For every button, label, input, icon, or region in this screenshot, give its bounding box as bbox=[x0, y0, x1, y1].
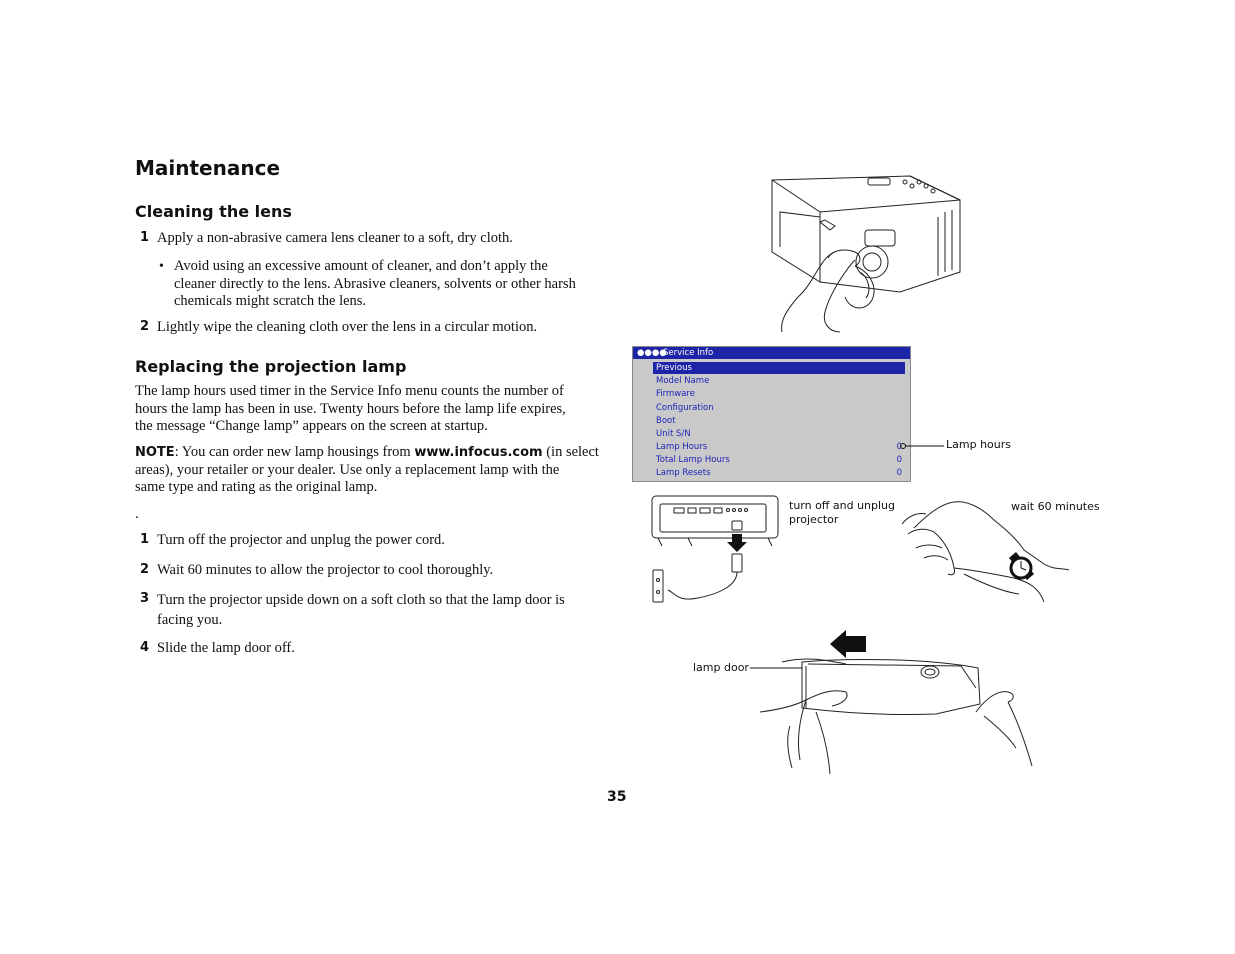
projector-lens-cleaning-illustration bbox=[760, 172, 970, 334]
menu-item-label: Lamp Hours bbox=[656, 442, 708, 452]
menu-item-model-name[interactable] bbox=[653, 375, 905, 387]
menu-item-value: 0 bbox=[896, 455, 902, 465]
menu-header bbox=[633, 347, 910, 359]
lamp-door-callout: lamp door bbox=[693, 661, 749, 674]
service-info-menu bbox=[632, 346, 911, 482]
menu-item-configuration[interactable] bbox=[653, 402, 905, 414]
bullet-text bbox=[174, 258, 576, 311]
turn-off-callout bbox=[789, 499, 895, 527]
step-number: 4 bbox=[140, 640, 150, 655]
step-line: Turn the projector upside down on a soft cloth so that the lamp door is bbox=[157, 592, 565, 608]
bullet-icon: • bbox=[159, 259, 164, 274]
note-line bbox=[135, 444, 599, 462]
bullet-line: chemicals might scratch the lens. bbox=[174, 293, 367, 309]
bullet-line: Avoid using an excessive amount of cleaner, and don’t apply the bbox=[174, 258, 548, 274]
wait-callout: wait 60 minutes bbox=[1011, 500, 1100, 513]
step-number: 1 bbox=[140, 230, 150, 245]
lamp-hours-callout: Lamp hours bbox=[946, 438, 1011, 451]
cleaning-heading: Cleaning the lens bbox=[135, 202, 292, 221]
step-number: 2 bbox=[140, 319, 150, 334]
menu-item-value: 0 bbox=[896, 468, 902, 478]
projector-unplug-illustration bbox=[648, 494, 783, 609]
lamp-door-slide-illustration bbox=[746, 628, 1038, 776]
menu-item-previous[interactable] bbox=[653, 362, 905, 374]
menu-item-label: Previous bbox=[656, 363, 692, 373]
note-line: same type and rating as the original lamp. bbox=[135, 479, 378, 495]
note-text: (in select bbox=[542, 444, 599, 460]
paragraph-line: the message “Change lamp” appears on the screen at startup. bbox=[135, 418, 488, 434]
stray-period: . bbox=[135, 506, 139, 522]
watch-icon bbox=[1009, 552, 1034, 580]
step-text: Apply a non-abrasive camera lens cleaner to a soft, dry cloth. bbox=[157, 230, 513, 246]
menu-item-label: Model Name bbox=[656, 376, 710, 386]
menu-item-label: Total Lamp Hours bbox=[656, 455, 730, 465]
step-text: Lightly wipe the cleaning cloth over the lens in a circular motion. bbox=[157, 319, 538, 335]
paragraph-line: The lamp hours used timer in the Service Info menu counts the number of bbox=[135, 383, 564, 399]
menu-item-label: Firmware bbox=[656, 389, 695, 399]
lamp-paragraph bbox=[135, 383, 566, 436]
paragraph-line: hours the lamp has been in use. Twenty hours before the lamp life expires, bbox=[135, 400, 566, 417]
step-text: Wait 60 minutes to allow the projector to cool thoroughly. bbox=[157, 562, 494, 578]
hand-watch-illustration bbox=[894, 498, 1074, 606]
menu-item-total-lamp-hours[interactable] bbox=[653, 454, 905, 466]
menu-item-boot[interactable] bbox=[653, 415, 905, 427]
lamp-heading: Replacing the projection lamp bbox=[135, 357, 407, 376]
menu-item-label: Configuration bbox=[656, 403, 714, 413]
menu-item-label: Unit S/N bbox=[656, 429, 691, 439]
note-label: NOTE bbox=[135, 445, 175, 460]
menu-item-label: Lamp Resets bbox=[656, 468, 711, 478]
step-number: 3 bbox=[140, 591, 150, 606]
step-text bbox=[157, 590, 565, 630]
page-title: Maintenance bbox=[135, 156, 281, 180]
menu-item-lamp-hours[interactable] bbox=[653, 441, 905, 453]
menu-item-lamp-resets[interactable] bbox=[653, 467, 905, 479]
menu-dots: ●●●● bbox=[637, 348, 667, 358]
step-text: Turn off the projector and unplug the power cord. bbox=[157, 532, 445, 548]
callout-line: projector bbox=[789, 513, 839, 526]
infocus-link[interactable]: www.infocus.com bbox=[414, 445, 543, 460]
note-text: : You can order new lamp housings from bbox=[174, 444, 415, 460]
bullet-line: cleaner directly to the lens. Abrasive cleaners, solvents or other harsh bbox=[174, 275, 576, 292]
menu-item-firmware[interactable] bbox=[653, 388, 905, 400]
step-text: Slide the lamp door off. bbox=[157, 640, 295, 656]
page-number: 35 bbox=[607, 789, 627, 805]
menu-item-label: Boot bbox=[656, 416, 676, 426]
note-paragraph bbox=[135, 444, 599, 497]
menu-item-value: 0 bbox=[896, 442, 902, 452]
step-number: 1 bbox=[140, 532, 150, 547]
callout-line: turn off and unplug bbox=[789, 499, 896, 512]
step-line: facing you. bbox=[157, 612, 223, 628]
menu-item-unit-sn[interactable] bbox=[653, 428, 905, 440]
menu-title: Service Info bbox=[663, 348, 714, 358]
lamp-hours-leader-line bbox=[900, 440, 946, 450]
step-number: 2 bbox=[140, 562, 150, 577]
note-line: areas), your retailer or your dealer. Use only a replacement lamp with the bbox=[135, 461, 560, 478]
left-arrow-icon bbox=[830, 630, 866, 658]
